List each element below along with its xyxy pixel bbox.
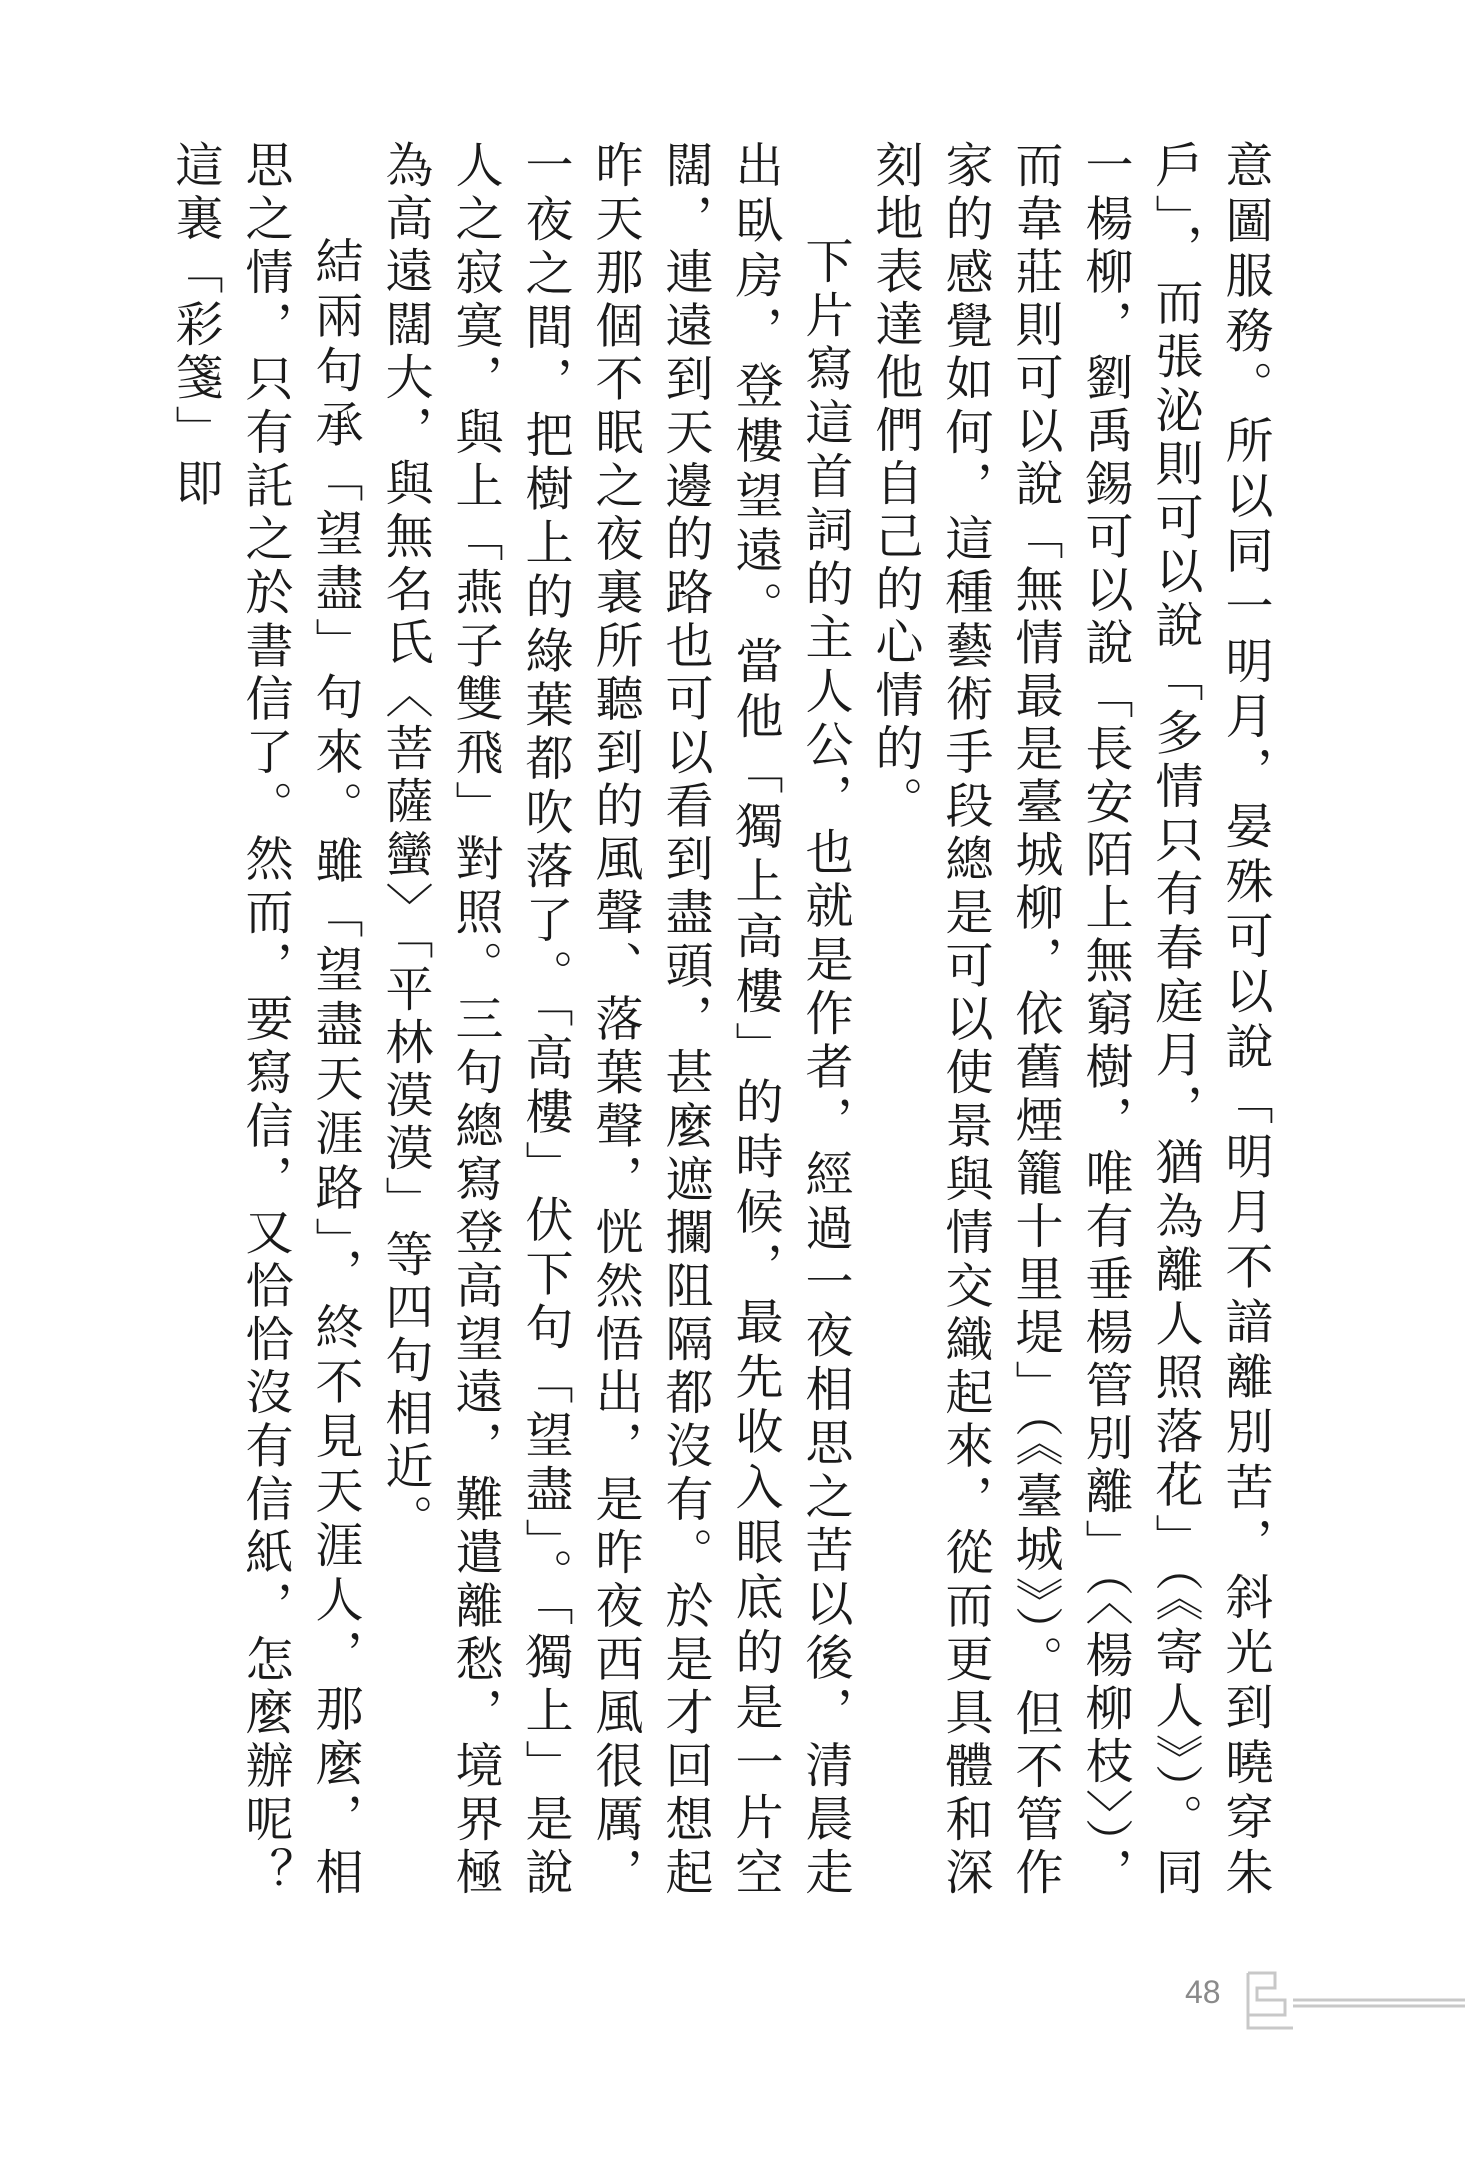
paragraph-3: 結兩句承「望盡」句來。雖「望盡天涯路」，終不見天涯人，那麼，相思之情，只有託之於書信了。然而，要寫信，又恰恰沒有信紙，怎麼辦呢？這裏「彩箋」即 bbox=[167, 140, 363, 1900]
paragraph-2: 下片寫這首詞的主人公，也就是作者，經過一夜相思之苦以後，清晨走出臥房，登樓望遠。當他「獨上高樓」的時候，最先收入眼底的是一片空闊，連遠到天邊的路也可以看到盡頭，甚麼遮攔阻隔都沒有。於是才回想起昨天那個不眠之夜裏所聽到的風聲、落葉聲，恍然悟出，是昨夜西風很厲，一夜之間，把樹上的綠葉都吹落了。「高樓」伏下句「望盡」。「獨上」是說人之寂寞，與上「燕子雙飛」對照。三句總寫登高望遠，難遣離愁，境界極為高遠闊大，與無名氏〈菩薩蠻〉「平林漠漠」等四句相近。 bbox=[377, 140, 853, 1900]
vertical-text-body bbox=[160, 140, 1280, 1900]
paragraph-1: 意圖服務。所以同一明月，晏殊可以說「明月不諳離別苦，斜光到曉穿朱戶」，而張泌則可以說「多情只有春庭月，猶為離人照落花」（《寄人》）。同一楊柳，劉禹錫可以說「長安陌上無窮樹，唯有垂楊管別離」（〈楊柳枝〉），而韋莊則可以說「無情最是臺城柳，依舊煙籠十里堤」（《臺城》）。但不管作家的感覺如何，這種藝術手段總是可以使景與情交織起來，從而更具體和深刻地表達他們自己的心情的。 bbox=[867, 140, 1273, 1900]
fret-ornament-icon bbox=[1245, 1970, 1465, 2030]
page-number: 48 bbox=[1185, 1974, 1221, 2010]
page-footer bbox=[1185, 1970, 1465, 2030]
